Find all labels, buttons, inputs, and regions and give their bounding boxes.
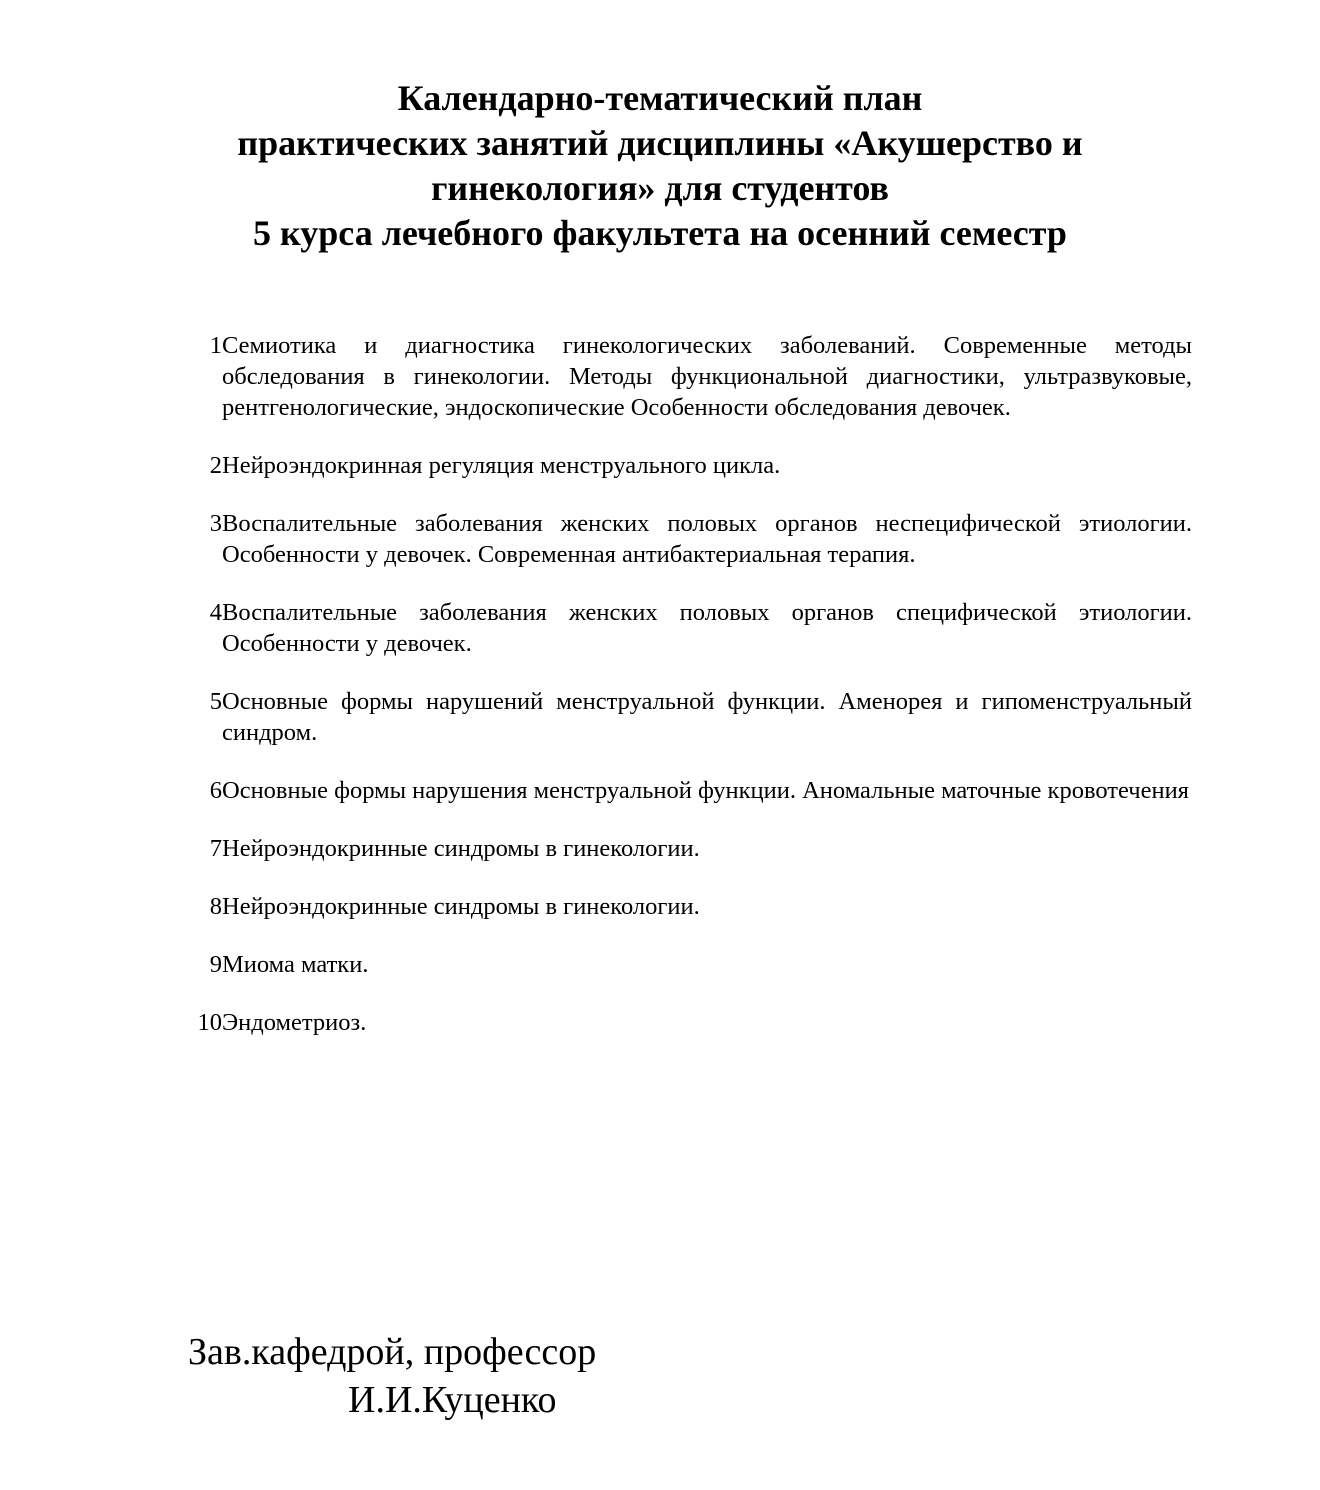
topic-item-6 xyxy=(180,775,1192,806)
topic-number: 9 xyxy=(209,951,222,978)
topic-item-4 xyxy=(180,597,1192,659)
topic-text: Основные формы нарушения менструальной функции. Аномальные маточные кровотечения xyxy=(222,777,1189,804)
topic-item-8 xyxy=(180,891,1192,922)
topic-text: Семиотика и диагностика гинекологических заболеваний. Современные методы обследования в гинекологии. Методы функциональной диагностики, ультразвуковые, рентгенологические, эндоскопические Особенности обследования девочек. xyxy=(222,332,1192,421)
topic-number: 5 xyxy=(209,688,222,715)
topic-item-1 xyxy=(180,330,1192,423)
topic-text: Нейроэндокринные синдромы в гинекологии. xyxy=(222,893,700,920)
topic-number: 6 xyxy=(209,777,222,804)
topic-item-10 xyxy=(180,1007,1192,1038)
document-title xyxy=(170,76,1150,256)
topic-item-5 xyxy=(180,686,1192,748)
topic-text: Эндометриоз. xyxy=(222,1009,367,1036)
signature-name: И.И.Куценко xyxy=(348,1379,557,1421)
topic-number: 3 xyxy=(209,510,222,537)
topic-number: 8 xyxy=(209,893,222,920)
topic-number: 1 xyxy=(209,332,222,359)
topic-number: 2 xyxy=(209,452,222,479)
title-line-3: гинекология» для студентов xyxy=(431,168,889,208)
title-line-2: практических занятий дисциплины «Акушерство и xyxy=(237,123,1083,163)
topic-number: 7 xyxy=(209,835,222,862)
topic-item-7 xyxy=(180,833,1192,864)
topic-item-2 xyxy=(180,450,1192,481)
topics-list xyxy=(180,330,1192,1038)
topic-text: Нейроэндокринная регуляция менструального цикла. xyxy=(222,452,781,479)
topic-text: Воспалительные заболевания женских половых органов специфической этиологии. Особенности у девочек. xyxy=(222,599,1192,657)
signature-block xyxy=(188,1328,596,1424)
signature-role: Зав.кафедрой, профессор xyxy=(188,1331,597,1373)
topic-text: Миома матки. xyxy=(222,951,369,978)
title-line-4: 5 курса лечебного факультета на осенний семестр xyxy=(253,213,1067,253)
topic-number: 4 xyxy=(209,599,222,626)
topic-item-3 xyxy=(180,508,1192,570)
title-line-1: Календарно-тематический план xyxy=(397,78,923,118)
topic-text: Воспалительные заболевания женских половых органов неспецифической этиологии. Особенности у девочек. Современная антибактериальная терапия. xyxy=(222,510,1192,568)
topic-text: Нейроэндокринные синдромы в гинекологии. xyxy=(222,835,700,862)
topic-item-9 xyxy=(180,949,1192,980)
topic-number: 10 xyxy=(197,1009,222,1036)
topic-text: Основные формы нарушений менструальной функции. Аменорея и гипоменструальный синдром. xyxy=(222,688,1192,746)
